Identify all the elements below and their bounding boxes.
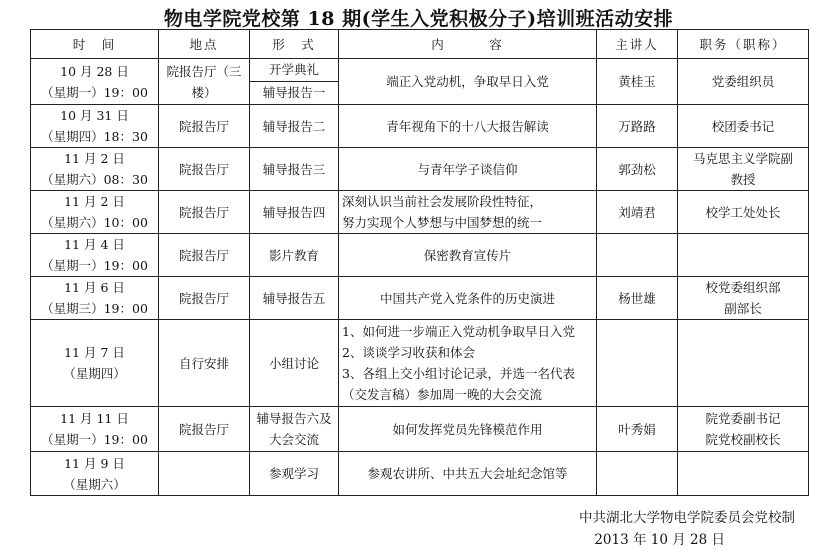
cell-form — [250, 105, 339, 148]
cell-content — [339, 407, 597, 452]
cell-title — [678, 320, 809, 407]
table-row — [31, 148, 809, 191]
cell-time-line: 11 月 4 日 — [64, 237, 125, 252]
cell-content-line: 保密教育宣传片 — [423, 247, 512, 263]
cell-form — [250, 59, 339, 105]
schedule-table — [30, 29, 809, 496]
cell-form-line: 辅导报告五 — [262, 290, 326, 306]
cell-title — [678, 452, 809, 496]
page-title: 物电学院党校第 18 期(学生入党积极分子)培训班活动安排 — [163, 8, 674, 30]
table-row — [31, 320, 809, 407]
cell-time-line: 11 月 7 日 — [64, 345, 125, 360]
cell-time — [31, 452, 159, 496]
cell-time — [31, 148, 159, 191]
cell-content-line: 努力实现个人梦想与中国梦想的统一 — [342, 215, 543, 230]
cell-form-line: 辅导报告六及大会交流 — [256, 411, 332, 447]
cell-form — [250, 148, 339, 191]
cell-time-line: （星期六）10：00 — [41, 215, 148, 230]
cell-form — [250, 407, 339, 452]
cell-content — [339, 148, 597, 191]
table-row — [31, 234, 809, 277]
cell-content-line: 3、各组上交小组讨论记录，并选一名代表 — [342, 366, 575, 381]
cell-form-line: 影片教育 — [268, 247, 319, 263]
cell-form — [250, 234, 339, 277]
cell-speaker: 万路路 — [597, 105, 678, 148]
cell-time-line: （星期六）08：30 — [41, 172, 148, 187]
cell-time — [31, 234, 159, 277]
cell-time — [31, 105, 159, 148]
cell-content-line: （交发言稿）参加周一晚的大会交流 — [342, 387, 543, 402]
cell-place: 院报告厅（三楼） — [159, 59, 250, 105]
cell-content-line: 深刻认识当前社会发展阶段性特征， — [342, 194, 543, 209]
cell-time-line: （星期六） — [63, 476, 126, 492]
cell-time-line: （星期一）19：00 — [41, 258, 148, 273]
table-row — [31, 452, 809, 496]
cell-speaker: 杨世雄 — [597, 277, 678, 320]
cell-content — [339, 59, 597, 105]
cell-title-line: 党委组织员 — [711, 74, 775, 89]
cell-speaker — [597, 320, 678, 407]
cell-time-line: （星期四） — [63, 366, 126, 381]
cell-content — [339, 191, 597, 234]
cell-time-line: （星期三）19：00 — [41, 301, 148, 316]
cell-title-line: 马克思主义学院副 — [692, 151, 793, 166]
cell-title — [678, 277, 809, 320]
cell-content-line: 与青年学子谈信仰 — [417, 161, 518, 177]
cell-place: 院报告厅 — [159, 105, 250, 148]
cell-content-line: 端正入党动机，争取早日入党 — [386, 74, 549, 89]
cell-speaker: 郭劲松 — [597, 148, 678, 191]
cell-content-line: 中国共产党入党条件的历史演进 — [379, 290, 555, 306]
cell-time — [31, 277, 159, 320]
cell-content — [339, 105, 597, 148]
cell-time-line: 11 月 2 日 — [64, 194, 125, 209]
table-row — [31, 407, 809, 452]
cell-form-line: 辅导报告三 — [262, 161, 326, 177]
cell-time-line: （星期一）19：00 — [41, 84, 148, 100]
cell-title-line: 校党委组织部 — [705, 280, 781, 295]
cell-title — [678, 148, 809, 191]
cell-place: 院报告厅 — [159, 234, 250, 277]
cell-title-line: 院党校副校长 — [705, 432, 781, 447]
cell-place: 院报告厅 — [159, 277, 250, 320]
cell-form — [250, 191, 339, 234]
cell-title-line: 院党委副书记 — [705, 411, 781, 426]
cell-form — [250, 452, 339, 496]
cell-content-line: 参观农讲所、中共五大会址纪念馆等 — [367, 466, 568, 481]
cell-form-line: 小组讨论 — [268, 355, 319, 371]
cell-content-line: 1、如何进一步端正入党动机争取早日入党 — [342, 324, 575, 339]
cell-title — [678, 105, 809, 148]
cell-speaker: 刘靖君 — [597, 191, 678, 234]
cell-speaker — [597, 452, 678, 496]
cell-form-line: 辅导报告四 — [262, 204, 326, 220]
cell-title-line: 副部长 — [724, 301, 762, 316]
cell-title-line: 校团委书记 — [711, 118, 775, 134]
cell-time — [31, 191, 159, 234]
table-row — [31, 105, 809, 148]
cell-speaker — [597, 234, 678, 277]
cell-time — [31, 320, 159, 407]
cell-speaker: 黄桂玉 — [597, 59, 678, 105]
cell-form-line: 辅导报告二 — [262, 118, 326, 134]
cell-content — [339, 320, 597, 407]
cell-content — [339, 277, 597, 320]
cell-content — [339, 234, 597, 277]
table-row — [31, 59, 809, 105]
cell-form — [250, 320, 339, 407]
cell-place: 院报告厅 — [159, 148, 250, 191]
header-row — [31, 30, 809, 59]
header-place: 地点 — [159, 30, 250, 59]
cell-time — [31, 59, 159, 105]
cell-time-line: （星期一）19：00 — [41, 432, 148, 447]
footer-organization: 中共湖北大学物电学院委员会党校制 — [579, 510, 795, 526]
cell-time-line: 11 月 9 日 — [64, 455, 125, 471]
cell-form-part: 开学典礼 — [250, 59, 338, 82]
cell-place: 院报告厅 — [159, 407, 250, 452]
cell-time — [31, 407, 159, 452]
cell-title-line: 教授 — [730, 172, 756, 187]
cell-content-line: 2、谈谈学习收获和体会 — [342, 345, 475, 360]
cell-title — [678, 407, 809, 452]
header-time: 时 间 — [31, 30, 159, 59]
cell-form-line: 参观学习 — [268, 466, 319, 481]
cell-place: 自行安排 — [159, 320, 250, 407]
cell-title — [678, 59, 809, 105]
cell-time-line: 10 月 31 日 — [60, 108, 129, 123]
header-speaker: 主讲人 — [597, 30, 678, 59]
cell-place — [159, 452, 250, 496]
cell-title-line: 校学工处处长 — [705, 204, 781, 220]
table-row — [31, 191, 809, 234]
cell-content-line: 如何发挥党员先锋模范作用 — [392, 421, 543, 437]
cell-form — [250, 277, 339, 320]
cell-time-line: 11 月 6 日 — [64, 280, 125, 295]
cell-time-line: 11 月 11 日 — [60, 411, 129, 426]
cell-place: 院报告厅 — [159, 191, 250, 234]
table-row — [31, 277, 809, 320]
cell-content-line: 青年视角下的十八大报告解读 — [386, 118, 549, 134]
cell-form-part: 辅导报告一 — [262, 85, 326, 100]
header-content: 内 容 — [339, 30, 597, 59]
cell-speaker: 叶秀娟 — [597, 407, 678, 452]
cell-time-line: （星期四）18：30 — [41, 129, 148, 144]
cell-time-line: 11 月 2 日 — [64, 151, 125, 166]
cell-title — [678, 191, 809, 234]
cell-title — [678, 234, 809, 277]
footer-date: 2013 年 10 月 28 日 — [594, 532, 725, 548]
header-title: 职务（职称） — [678, 30, 809, 59]
cell-time-line: 10 月 28 日 — [60, 63, 129, 79]
cell-content — [339, 452, 597, 496]
header-form: 形 式 — [250, 30, 339, 59]
